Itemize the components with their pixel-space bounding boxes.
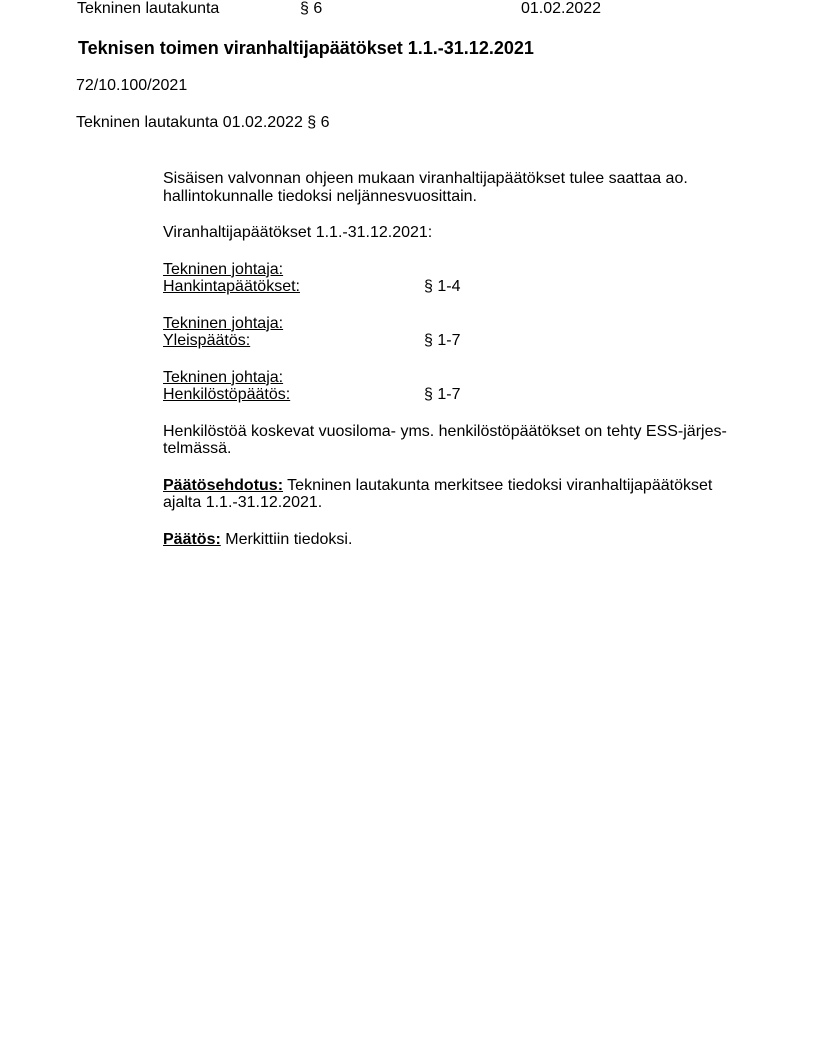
section-range: § 1-4 xyxy=(424,278,461,295)
decision-group xyxy=(163,369,743,404)
ess-note-line-2: telmässä. xyxy=(163,440,232,457)
official-title: Tekninen johtaja: xyxy=(163,314,284,332)
document-title: Teknisen toimen viranhaltijapäätökset 1.1.-31.12.2021 xyxy=(78,38,534,58)
decision-group xyxy=(163,315,743,350)
list-heading: Viranhaltijapäätökset 1.1.-31.12.2021: xyxy=(163,224,433,241)
decision-paragraph xyxy=(163,531,743,549)
proposal-line-2: ajalta 1.1.-31.12.2021. xyxy=(163,494,323,511)
intro-line-1: Sisäisen valvonnan ohjeen mukaan viranhaltijapäätökset tulee saattaa ao. xyxy=(163,170,688,187)
decision-type: Yleispäätös: xyxy=(163,332,251,349)
decision-label: Päätös: xyxy=(163,530,221,548)
decision-type: Henkilöstöpäätös: xyxy=(163,386,291,403)
section-range: § 1-7 xyxy=(424,386,461,403)
meeting-reference: Tekninen lautakunta 01.02.2022 § 6 xyxy=(76,114,330,131)
intro-line-2: hallintokunnalle tiedoksi neljännesvuosittain. xyxy=(163,187,477,205)
proposal-text: Tekninen lautakunta merkitsee tiedoksi viranhaltijapäätökset xyxy=(283,476,713,494)
case-number: 72/10.100/2021 xyxy=(76,77,188,94)
proposal-paragraph xyxy=(163,477,743,512)
ess-note-paragraph xyxy=(163,423,743,458)
section-range: § 1-7 xyxy=(424,332,461,349)
official-title: Tekninen johtaja: xyxy=(163,368,284,386)
header-section-number: § 6 xyxy=(300,0,323,17)
decision-group xyxy=(163,261,743,296)
proposal-label: Päätösehdotus: xyxy=(163,476,284,494)
header-date: 01.02.2022 xyxy=(521,0,602,17)
document-body xyxy=(163,170,743,567)
intro-paragraph xyxy=(163,170,743,205)
decision-text: Merkittiin tiedoksi. xyxy=(220,530,353,548)
official-title: Tekninen johtaja: xyxy=(163,260,284,278)
ess-note-line-1: Henkilöstöä koskevat vuosiloma- yms. henkilöstöpäätökset on tehty ESS-järjes- xyxy=(163,422,727,440)
header-board-name: Tekninen lautakunta xyxy=(77,0,220,17)
decision-type: Hankintapäätökset: xyxy=(163,278,300,295)
